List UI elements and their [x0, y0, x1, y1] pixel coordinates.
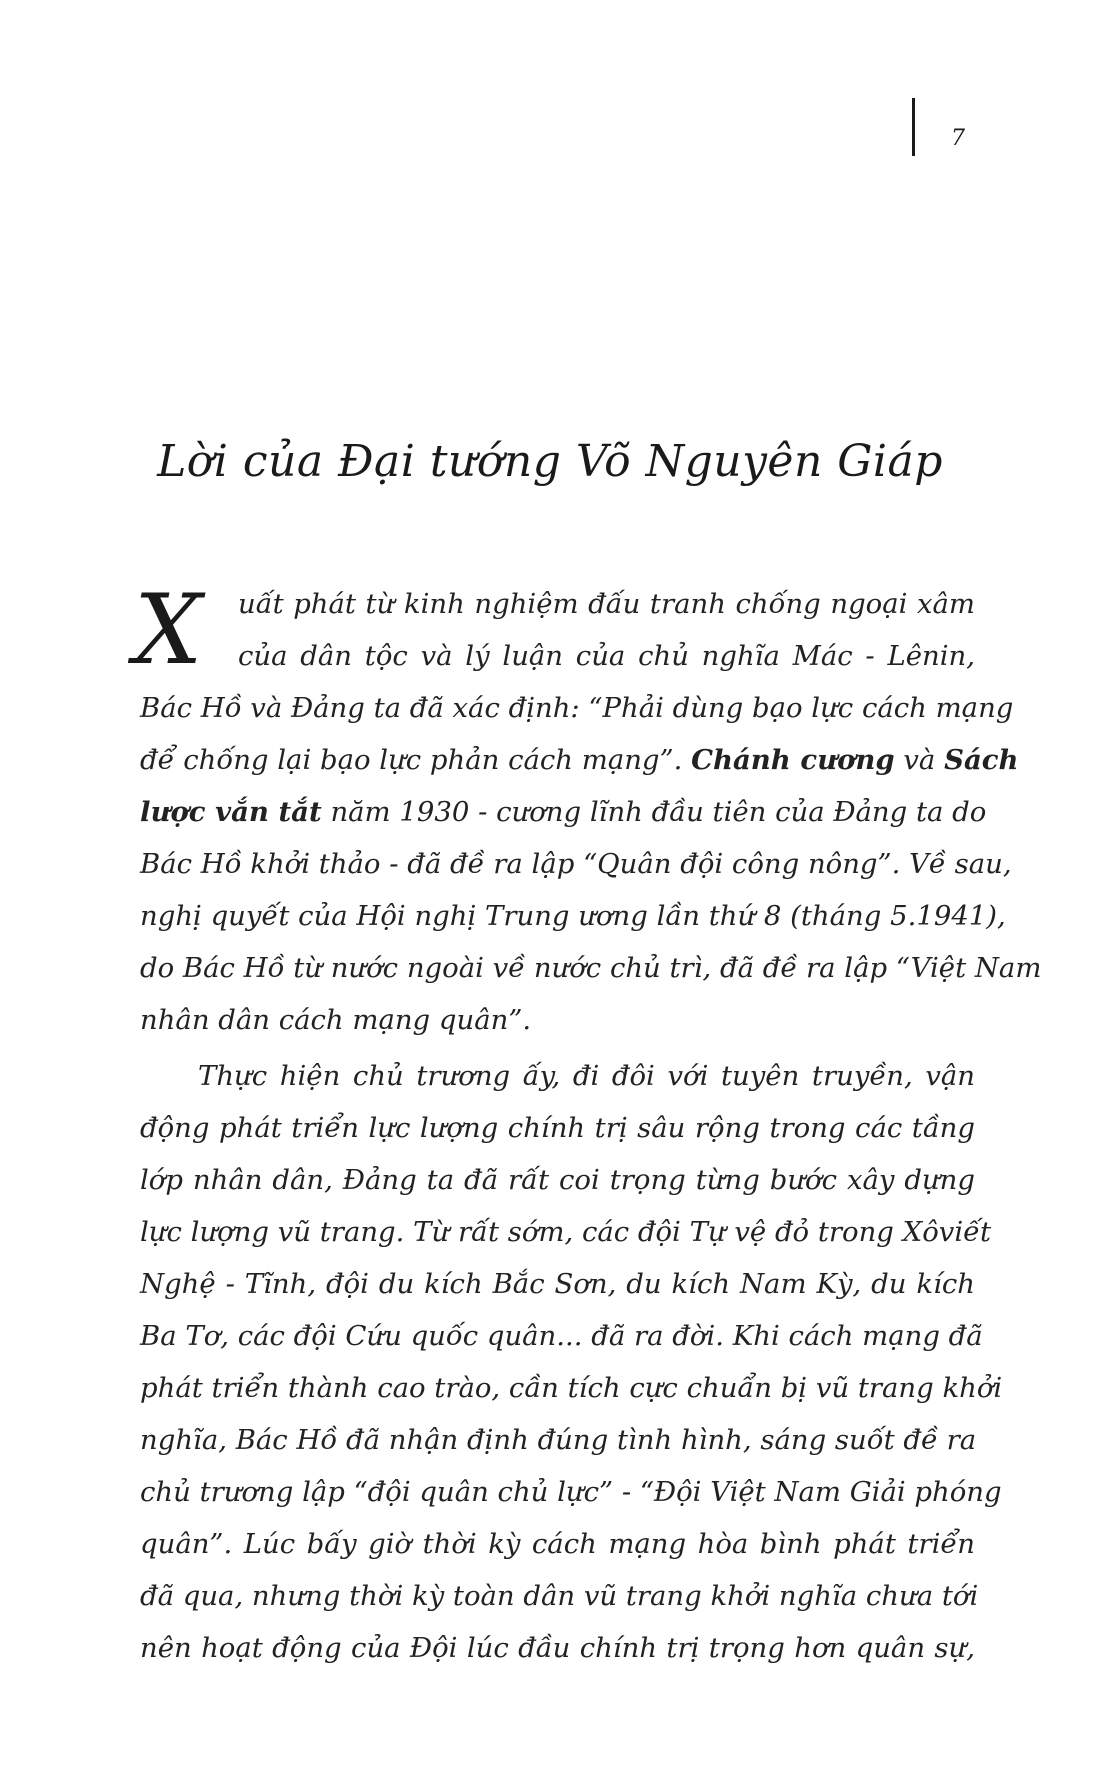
text-line: chủ trương lập “đội quân chủ lực” - “Đội Việt Nam Giải phóng [140, 1476, 1002, 1508]
text-line: nên hoạt động của Đội lúc đầu chính trị trọng hơn quân sự, [140, 1632, 975, 1664]
text-line: nghị quyết của Hội nghị Trung ương lần thứ 8 (tháng 5.1941), [140, 900, 1006, 932]
text-line: Bác Hồ và Đảng ta đã xác định: “Phải dùng bạo lực cách mạng [140, 692, 1014, 724]
text-line: nghĩa, Bác Hồ đã nhận định đúng tình hình, sáng suốt đề ra [140, 1424, 977, 1456]
text-line: Thực hiện chủ trương ấy, đi đôi với tuyên truyền, vận [198, 1060, 975, 1092]
text-line: quân”. Lúc bấy giờ thời kỳ cách mạng hòa bình phát triển [140, 1528, 975, 1560]
text-run: năm 1930 - cương lĩnh đầu tiên của Đảng ta do [321, 796, 987, 828]
text-run: và [894, 744, 945, 776]
text-line: Nghệ - Tĩnh, đội du kích Bắc Sơn, du kích Nam Kỳ, du kích [140, 1268, 975, 1300]
text-line: đã qua, nhưng thời kỳ toàn dân vũ trang khởi nghĩa chưa tới [140, 1580, 979, 1612]
text-line: do Bác Hồ từ nước ngoài về nước chủ trì, đã đề ra lập “Việt Nam [140, 952, 1042, 984]
text-line [140, 734, 1019, 786]
text-line: động phát triển lực lượng chính trị sâu rộng trong các tầng [140, 1112, 975, 1144]
text-line [140, 786, 987, 838]
chapter-title: Lời của Đại tướng Võ Nguyên Giáp [157, 436, 943, 487]
text-line: lực lượng vũ trang. Từ rất sớm, các đội Tự vệ đỏ trong Xôviết [140, 1216, 992, 1248]
text-line: nhân dân cách mạng quân”. [140, 1004, 532, 1036]
page-marker-rule [912, 98, 915, 156]
drop-cap: X [134, 574, 203, 686]
paragraph-1 [140, 578, 1042, 1046]
bold-title-text: Sách [944, 744, 1019, 776]
text-line: phát triển thành cao trào, cần tích cực chuẩn bị vũ trang khởi [140, 1372, 1003, 1404]
bold-title-text: Chánh cương [691, 744, 895, 776]
text-line: của dân tộc và lý luận của chủ nghĩa Mác - Lênin, [238, 640, 975, 672]
text-line: Ba Tơ, các đội Cứu quốc quân... đã ra đời. Khi cách mạng đã [140, 1320, 983, 1352]
page-number: 7 [951, 126, 965, 151]
body-text [140, 578, 1042, 1674]
bold-title-text: lược vắn tắt [140, 796, 322, 828]
text-line: uất phát từ kinh nghiệm đấu tranh chống ngoại xâm [238, 588, 975, 620]
paragraph-2 [140, 1050, 1003, 1674]
text-run: để chống lại bạo lực phản cách mạng”. [140, 744, 692, 776]
text-line: Bác Hồ khởi thảo - đã đề ra lập “Quân đội công nông”. Về sau, [140, 848, 1012, 880]
text-line: lớp nhân dân, Đảng ta đã rất coi trọng từng bước xây dựng [140, 1164, 975, 1196]
